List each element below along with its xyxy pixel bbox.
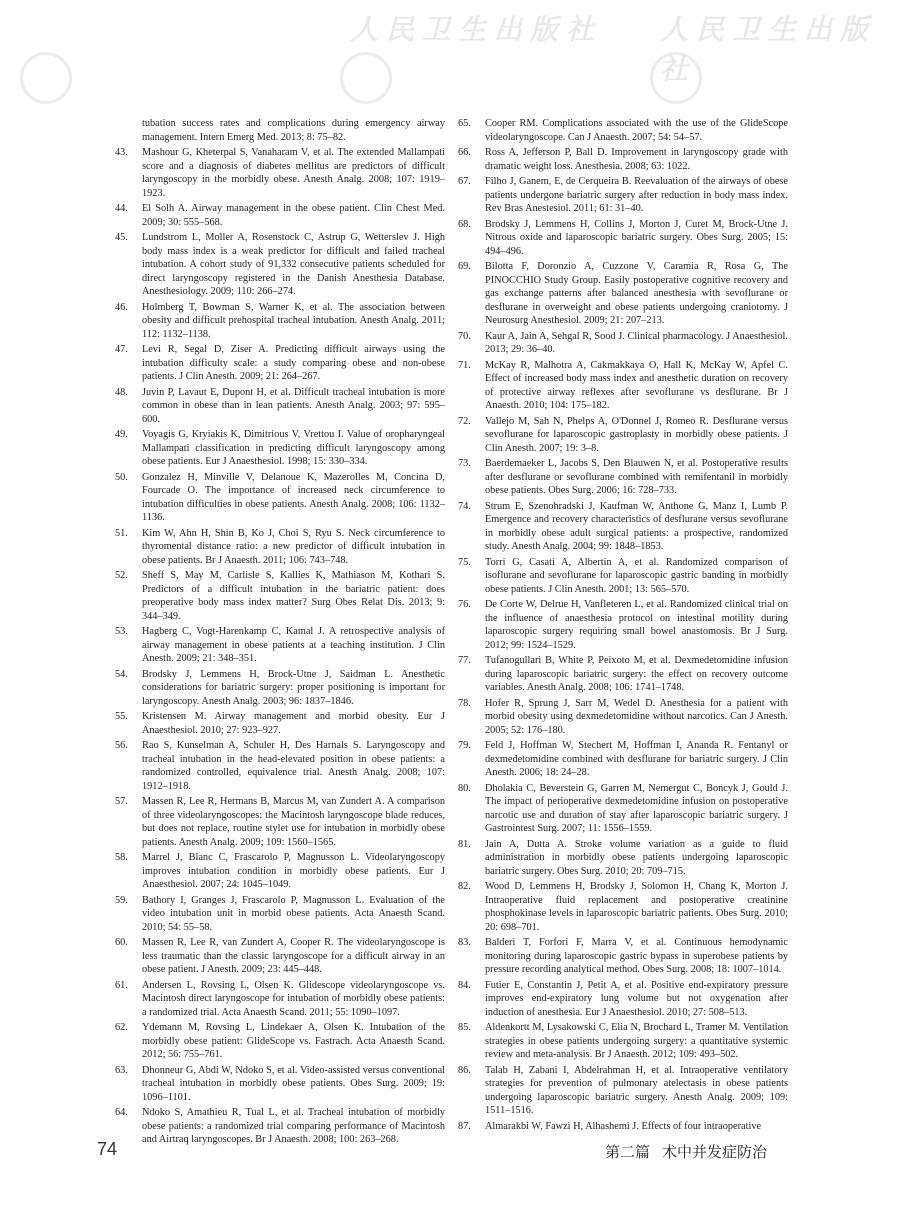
chapter-header (605, 1141, 767, 1162)
reference-item (458, 880, 788, 934)
reference-number: 72. (458, 415, 471, 427)
reference-number: 76. (458, 599, 471, 610)
reference-item (115, 569, 445, 623)
reference-number: 56. (115, 740, 128, 751)
reference-number: 57. (115, 796, 128, 807)
reference-text: Lundstrom L, Moller A, Rosenstock C, Astrup G, Wetterslev J. High body mass index is a weak predictor for difficult and failed tracheal intubation. A cohort study of 91,332 consecutive patients scheduled for direct laryngoscopy registered in the Danish Anesthesia Database. Anesthesiology. 2009; 110: 266–274. (142, 232, 445, 297)
left-column (115, 117, 445, 1149)
reference-text: Juvin P, Lavaut E, Dupont H, et al. Difficult tracheal intubation is more common in obese than in lean patients. Anesth Analg. 2003; 97: 595–600. (142, 386, 445, 425)
reference-text: Futier E, Constantin J, Petit A, et al. Positive end-expiratory pressure improves end-expiratory lung volume but not oxygenation after induction of anesthesia. Eur J Anaesthesiol. 2010; 27: 508–513. (485, 979, 788, 1018)
reference-number: 64. (115, 1107, 128, 1118)
reference-number: 61. (115, 979, 128, 991)
reference-number: 62. (115, 1022, 128, 1033)
reference-text: Ndoko S, Amathieu R, Tual L, et al. Tracheal intubation of morbidly obese patients: a randomized trial comparing performance of Macintosh and Airtraq laryngoscopes. Br J Anaesth. 2008; 100: 263–268. (142, 1107, 445, 1145)
reference-text: Levi R, Segal D, Ziser A. Predicting difficult airways using the intubation difficulty scale: a study comparing obese and non-obese patients. J Clin Anesth. 2009; 21: 264–267. (142, 344, 445, 382)
reference-number: 51. (115, 527, 128, 539)
reference-number: 43. (115, 147, 128, 158)
reference-text: Bathory I, Granges J, Frascarolo P, Magnusson L. Evaluation of the video intubation unit in morbid obese patients. Acta Anaesth Scand. 2010; 54: 55–58. (142, 894, 445, 933)
reference-text: Mashour G, Kheterpal S, Vanaharam V, et al. The extended Mallampati score and a diagnosis of diabetes mellitus are predictors of difficult laryngoscopy in the morbidly obese. Anesth Analg. 2008; 107: 1919–1923. (142, 147, 445, 199)
reference-number: 86. (458, 1064, 471, 1076)
reference-text: Cooper RM. Complications associated with the use of the GlideScope videolaryngoscope. Can J Anaesth. 2007; 54: 54–57. (485, 118, 788, 143)
reference-item (458, 1120, 788, 1134)
reference-text: Torri G, Casati A, Albertin A, et al. Randomized comparison of isoflurane and sevoflurane for laparoscopic gastric banding in morbidly obese patients. J Clin Anesth. 2001; 13: 565–570. (485, 556, 788, 595)
reference-text: Brodsky J, Lemmens H, Brock-Utne J, Saidman L. Anesthetic considerations for bariatric surgery: proper positioning is important for laryngoscopy. Anesth Analg. 2003; 96: 1837–1846. (142, 668, 445, 707)
reference-text: Aldenkortt M, Lysakowski C, Elia N, Brochard L, Tramer M. Ventilation strategies in obese patients undergoing surgery: a quantitative systemic review and meta-analysis. Br J Anaesth. 2012; 109: 493–502. (485, 1022, 788, 1060)
reference-item (115, 894, 445, 935)
watermark-logo (20, 52, 72, 104)
reference-text: McKay R, Malhotra A, Cakmakkaya O, Hall K, McKay W, Apfel C. Effect of increased body mass index and anesthetic duration on recovery of protective airway reflexes after sevoflurane vs desflurane. Br J Anaesth. 2010; 104: 175–182. (485, 359, 788, 411)
reference-text: Bilotta F, Doronzio A, Cuzzone V, Caramia R, Rosa G, The PINOCCHIO Study Group. Easily postoperative cognitive recovery and gas exchange patterns after balanced anesthesia with sevoflurane or desflurane in overweight and obese patients undergoing craniotomy. J Neurosurg Anesthesiol. 2009; 21: 207–213. (485, 261, 788, 326)
reference-item (458, 697, 788, 738)
reference-text: Feld J, Hoffman W, Stechert M, Hoffman I, Ananda R. Fentanyl or dexmedetomidine combined with desflurane for bariatric surgery. J Clin Anesth. 2006; 18: 24–28. (485, 740, 788, 778)
reference-continuation: tubation success rates and complications during emergency airway management. Intern Emerg Med. 2013; 8: 75–82. (142, 118, 445, 143)
reference-item (458, 330, 788, 357)
reference-number: 65. (458, 118, 471, 129)
part-label: 第二篇 (605, 1143, 651, 1161)
reference-item (458, 739, 788, 780)
reference-text: Ross A, Jefferson P, Ball D. Improvement in laryngoscopy grade with dramatic weight loss. Anesthesia. 2008; 63: 1022. (485, 147, 788, 172)
reference-number: 50. (115, 471, 128, 483)
reference-number: 67. (458, 176, 471, 187)
reference-number: 47. (115, 344, 128, 355)
reference-text: Voyagis G, Kryiakis K, Dimitrious V, Vrettou I. Value of oropharyngeal Mallampati classification in predicting difficult laryngoscopy among obese patients. Eur J Anaesthesiol. 1998; 15: 330–334. (142, 429, 445, 467)
reference-number: 49. (115, 429, 128, 440)
reference-item (115, 428, 445, 469)
reference-number: 55. (115, 711, 128, 722)
reference-item (458, 654, 788, 695)
reference-text: Massen R, Lee R, Hermans B, Marcus M, van Zundert A. A comparison of three videolaryngoscopes: the Macintosh laryngoscope blade reduces, but does not replace, routine stylet use for intubation in morbidly obese patients. Anesth Analg. 2009; 109: 1560–1565. (142, 796, 445, 848)
reference-number: 77. (458, 655, 471, 666)
reference-number: 82. (458, 881, 471, 892)
reference-number: 70. (458, 330, 471, 342)
reference-item (458, 117, 788, 144)
reference-text: Ydemann M, Rovsing L, Lindekaer A, Olsen K. Intubation of the morbidly obese patient: GlideScope vs. Fastrach. Acta Anaesth Scand. 2012; 56: 755–761. (142, 1022, 445, 1060)
reference-text: Vallejo M, Sah N, Phelps A, O'Donnel J, Romeo R. Desflurane versus sevoflurane for laparoscopic gastroplasty in morbidly obese patients. J Clin Anesth. 2007; 19: 3–8. (485, 415, 788, 454)
reference-number: 44. (115, 203, 128, 214)
reference-item (115, 301, 445, 342)
reference-item (115, 795, 445, 849)
reference-number: 46. (115, 301, 128, 313)
reference-item (458, 146, 788, 173)
reference-text: Dholakia C, Beverstein G, Garren M, Nemergut C, Boncyk J, Gould J. The impact of perioperative dexmedetomidine infusion on postoperative narcotic use and duration of stay after laparoscopic bariatric surgery. J Gastrointest Surg. 2007; 11: 1556–1559. (485, 782, 788, 834)
reference-item (115, 343, 445, 384)
reference-number: 84. (458, 979, 471, 991)
reference-item (458, 782, 788, 836)
reference-text: Wood D, Lemmens H, Brodsky J, Solomon H, Chang K, Morton J. Intraoperative fluid replacement and postoperative creatinine phosphokinase levels in laparoscopic bariatric patients. Obes Surg. 2010; 20: 698–701. (485, 881, 788, 933)
reference-text: Balderi T, Forfori F, Marra V, et al. Continuous hemodynamic monitoring during laparoscopic gastric bypass in superobese patients by pressure recording analytical method. Obes Surg. 2008; 18: 1007–1014. (485, 937, 788, 975)
reference-number: 79. (458, 740, 471, 751)
reference-item (115, 231, 445, 299)
reference-number: 66. (458, 147, 471, 158)
reference-text: Filho J, Ganem, E, de Cerqueira B. Reevaluation of the airways of obese patients undergone bariatric surgery after reduction in body mass index. Rev Bras Anestesiol. 2011; 61: 31–40. (485, 176, 788, 214)
reference-item (115, 625, 445, 666)
reference-item (458, 936, 788, 977)
reference-text: De Corte W, Delrue H, Vanfleteren L, et al. Randomized clinical trial on the influence of anaesthesia protocol on intestinal motility during laparoscopic surgery requiring small bowel anastomosis. Br J Surg. 2012; 99: 1524–1529. (485, 599, 788, 651)
reference-item (458, 979, 788, 1020)
reference-item (115, 202, 445, 229)
reference-number: 71. (458, 359, 471, 371)
reference-text: Rao S, Kunselman A, Schuler H, Des Harnals S. Laryngoscopy and tracheal intubation in the head-elevated position in obese patients: a randomized controlled, equivalence trial. Anesth Analg. 2008; 107: 1912–1918. (142, 740, 445, 792)
reference-item (458, 1021, 788, 1062)
watermark-logo (340, 52, 392, 104)
watermark-text: 人民卫生出版社 (350, 13, 603, 46)
reference-item (458, 1064, 788, 1118)
right-column (458, 117, 788, 1135)
reference-number: 80. (458, 782, 471, 794)
reference-item (458, 175, 788, 216)
reference-number: 87. (458, 1120, 471, 1132)
left-reference-list (115, 146, 445, 1147)
reference-number: 60. (115, 937, 128, 948)
reference-text: Baerdemaeker L, Jacobs S, Den Blauwen N, et al. Postoperative results after desflurane or sevoflurane combined with remifentanil in morbidly obese patients. Obes Surg. 2006; 16: 728–733. (485, 458, 788, 496)
reference-number: 59. (115, 894, 128, 906)
reference-text: Kristensen M. Airway management and morbid obesity. Eur J Anaesthesiol. 2010; 27: 923–927. (142, 711, 445, 736)
reference-text: Massen R, Lee R, van Zundert A, Cooper R. The videolaryngoscope is less traumatic than the classic laryngoscope for a difficult airway in an obese patient. J Anesth. 2009; 23: 445–448. (142, 937, 445, 975)
reference-text: Almarakbi W, Fawzi H, Alhashemi J. Effects of four intraoperative (485, 1120, 762, 1132)
reference-item (458, 415, 788, 456)
reference-number: 85. (458, 1022, 471, 1033)
reference-item (115, 1106, 445, 1147)
reference-number: 81. (458, 838, 471, 850)
reference-number: 45. (115, 232, 128, 243)
reference-number: 75. (458, 556, 471, 568)
reference-number: 74. (458, 500, 471, 512)
reference-number: 83. (458, 937, 471, 948)
reference-item (115, 386, 445, 427)
reference-number: 53. (115, 626, 128, 637)
reference-number: 54. (115, 668, 128, 680)
page-number: 74 (97, 1139, 118, 1159)
reference-text: Marrel J, Blanc C, Frascarolo P, Magnusson L. Videolaryngoscopy improves intubation condition in morbidly obese patients. Eur J Anaesthesiol. 2007; 24: 1045–1049. (142, 852, 445, 890)
reference-number: 48. (115, 386, 128, 398)
reference-item (115, 1064, 445, 1105)
reference-item (458, 598, 788, 652)
reference-text: Dhonneur G, Abdi W, Ndoko S, et al. Video-assisted versus conventional tracheal intubation in morbidly obese patients. Obes Surg. 2009; 19: 1096–1101. (142, 1064, 445, 1103)
reference-item (115, 979, 445, 1020)
watermark-logo (650, 52, 702, 104)
reference-number: 68. (458, 218, 471, 230)
watermark-text: 人民卫生出版社 (660, 13, 877, 86)
reference-item (458, 218, 788, 259)
reference-text: Talab H, Zabani I, Abdelrahman H, et al. Intraoperative ventilatory strategies for prevention of pulmonary atelectasis in obese patients undergoing laparoscopic bariatric surgery. Anesth Analg. 2009; 109: 1511–1516. (485, 1064, 788, 1116)
reference-text: Holmberg T, Bowman S, Warner K, et al. The association between obesity and difficult prehospital tracheal intubation. Anesth Analg. 2011; 112: 1132–1138. (142, 301, 445, 340)
reference-item (115, 936, 445, 977)
reference-item (458, 838, 788, 879)
reference-item (115, 471, 445, 525)
reference-item (458, 457, 788, 498)
reference-number: 73. (458, 458, 471, 469)
reference-text: Jain A, Dutta A. Stroke volume variation as a guide to fluid administration in morbidly obese patients undergoing laparoscopic bariatric surgery. Obes Surg. 2010; 20: 709–715. (485, 838, 788, 877)
reference-text: Tufanogullari B, White P, Peixoto M, et al. Dexmedetomidine infusion during laparoscopic bariatric surgery: the effect on recovery outcome variables. Anesth Analg. 2008; 106: 1741–1748. (485, 655, 788, 693)
reference-text: Sheff S, May M, Carlisle S, Kallies K, Mathiason M, Kothari S. Predictors of a difficult intubation in the bariatric patient: does preoperative body mass index matter? Surg Obes Relat Dis. 2013; 9: 344–349. (142, 570, 445, 622)
reference-text: Hagberg C, Vogt-Harenkamp C, Kamal J. A retrospective analysis of airway management in obese patients at a teaching institution. J Clin Anesth. 2009; 21: 348–351. (142, 626, 445, 664)
reference-text: El Solh A. Airway management in the obese patient. Clin Chest Med. 2009; 30: 555–568. (142, 203, 445, 228)
reference-text: Gonzalez H, Minville V, Delanoue K, Mazerolles M, Concina D, Fourcade O. The importance of increased neck circumference to intubation difficulties in obese patients. Anesth Analg. 2008; 106: 1132–1136. (142, 471, 445, 523)
reference-text: Brodsky J, Lemmens H, Collins J, Morton J, Curet M, Brock-Utne J. Nitrous oxide and laparoscopic bariatric surgery. Obes Surg. 2005; 15: 494–496. (485, 218, 788, 257)
reference-number: 69. (458, 261, 471, 272)
reference-item (115, 1021, 445, 1062)
reference-item (458, 556, 788, 597)
reference-item (115, 527, 445, 568)
reference-number: 78. (458, 697, 471, 709)
chapter-label: 术中并发症防治 (662, 1143, 768, 1161)
reference-item (458, 500, 788, 554)
reference-item (115, 739, 445, 793)
reference-number: 63. (115, 1064, 128, 1076)
right-reference-list (458, 117, 788, 1133)
reference-number: 58. (115, 852, 128, 863)
reference-item (115, 146, 445, 200)
reference-item (115, 851, 445, 892)
reference-text: Kaur A, Jain A, Sehgal R, Sood J. Clinical pharmacology. J Anaesthesiol. 2013; 29: 36–40. (485, 330, 788, 355)
reference-text: Kim W, Ahn H, Shin B, Ko J, Choi S, Ryu S. Neck circumference to thyromental distance ratio: a new predictor of difficult intubation in obese patients. Br J Anaesth. 2011; 106: 743–748. (142, 527, 445, 566)
reference-text: Strum E, Szenohradski J, Kaufman W, Anthone G, Manz I, Lumb P. Emergence and recovery characteristics of desflurane versus sevoflurane in morbidly obese adult surgical patients: a prospective, randomized study. Anesth Analg. 2004; 99: 1848–1853. (485, 500, 788, 552)
reference-item (115, 668, 445, 709)
reference-number: 52. (115, 570, 128, 581)
reference-text: Hofer R, Sprung J, Sarr M, Wedel D. Anesthesia for a patient with morbid obesity using dexmedetomidine without narcotics. Can J Anesth. 2005; 52: 176–180. (485, 697, 788, 736)
reference-item (458, 260, 788, 328)
reference-item (115, 710, 445, 737)
reference-text: Andersen L, Rovsing L, Olsen K. Glidescope videolaryngoscope vs. Macintosh direct laryngoscope for intubation of morbidly obese patients: a randomized trial. Acta Anaesth Scand. 2011; 55: 1090–1097. (142, 979, 445, 1018)
reference-item (458, 359, 788, 413)
